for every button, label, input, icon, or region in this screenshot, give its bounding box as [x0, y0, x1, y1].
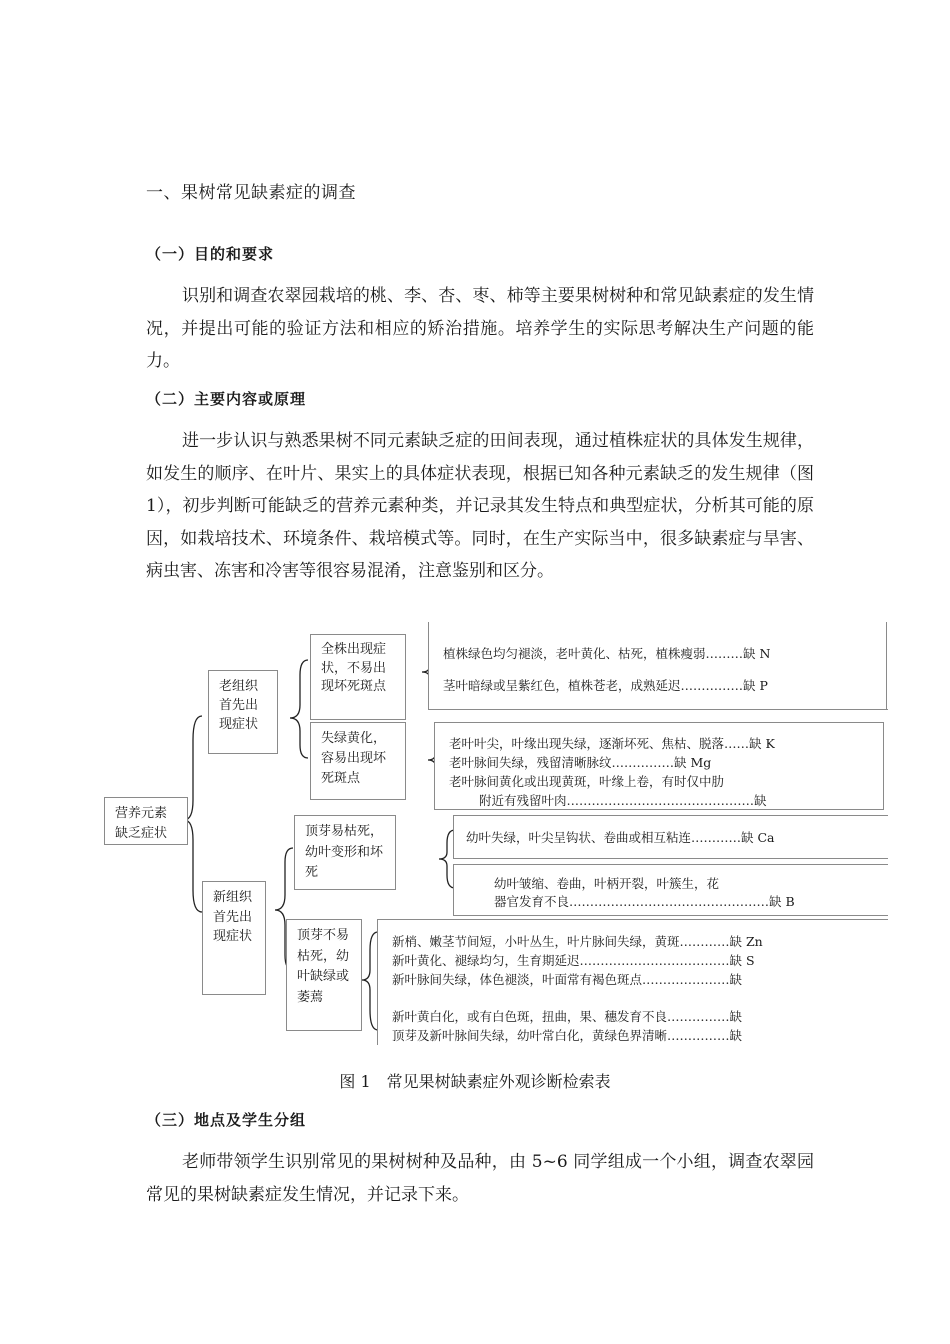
new-a-leaves-top	[453, 815, 888, 859]
old-a-leaves	[428, 622, 888, 710]
old-b-node	[310, 722, 406, 800]
old-a-right-border	[886, 622, 887, 710]
section-title-3: （三）地点及学生分组	[146, 1111, 307, 1129]
leaf-zn: 新梢、嫩茎节间短，小叶丛生，叶片脉间失绿，黄斑…………缺 Zn	[392, 934, 763, 949]
section-paragraph-1: 识别和调查农翠园栽培的桃、李、杏、枣、柿等主要果树树种和常见缺素症的发生情况，并提出可能的验证方法和相应的矫治措施。培养学生的实际思考解决生产问题的能力。	[146, 286, 814, 371]
leaf-p: 茎叶暗绿或呈紫红色，植株苍老，成熟延迟……………缺 P	[443, 678, 768, 693]
leaf-x2: 新叶脉间失绿，体色褪淡，叶面常有褐色斑点…………………缺	[392, 972, 743, 987]
new-b-brace	[362, 932, 378, 1030]
old-b-label: 失绿黄化，容易出现坏死斑点	[321, 731, 387, 786]
new-a-node	[294, 815, 396, 890]
old-a-node	[310, 634, 406, 720]
leaf-b2: 器官发育不良…………………………………………缺 B	[494, 894, 795, 909]
new-tissue-node	[202, 881, 266, 995]
new-b-leaves	[377, 919, 888, 1045]
figure-caption: 图 1 常见果树缺素症外观诊断检索表	[339, 1072, 611, 1091]
new-a-leaves-bottom	[453, 864, 888, 916]
section-title-1: （一）目的和要求	[146, 245, 275, 263]
old-tissue-label: 老组织首先出现症状	[219, 679, 259, 732]
leaf-k: 老叶叶尖，叶缘出现失绿，逐渐坏死、焦枯、脱落……缺 K	[449, 736, 775, 751]
old-b-leaves	[434, 722, 884, 810]
root-label: 营养元素缺乏症状	[115, 806, 168, 841]
leaf-x1b: 附近有残留叶肉………………………………………缺	[479, 793, 767, 808]
page-heading: 一、果树常见缺素症的调查	[146, 183, 356, 203]
leaf-n: 植株绿色均匀褪淡，老叶黄化、枯死，植株瘦弱………缺 N	[443, 646, 771, 661]
leaf-x4: 顶芽及新叶脉间失绿，幼叶常白化，黄绿色界清晰……………缺	[392, 1028, 743, 1043]
new-tissue-label: 新组织首先出现症状	[213, 890, 253, 944]
root-node	[104, 797, 188, 845]
new-a-label: 顶芽易枯死，幼叶变形和坏死	[305, 824, 384, 880]
new-b-label: 顶芽不易枯死，幼叶缺绿或萎蔫	[297, 928, 350, 1005]
old-a-label: 全株出现症状，不易出现坏死斑点	[321, 642, 387, 694]
leaf-ca: 幼叶失绿，叶尖呈钩状、卷曲或相互粘连…………缺 Ca	[466, 830, 775, 845]
section-paragraph-3: 老师带领学生识别常见的果树树种及品种，由 5~6 同学组成一个小组，调查农翠园常见的果树缺素症发生情况，并记录下来。	[146, 1152, 814, 1205]
section-paragraph-2: 进一步认识与熟悉果树不同元素缺乏症的田间表现，通过植株症状的具体发生规律，如发生的顺序、在叶片、果实上的具体症状表现，根据已知各种元素缺乏的发生规律（图 1），初步判断可能缺乏的营养元素种类，并记录其发生特点和典型症状，分析其可能的原因，如栽培技术、环境条件、栽培模式等。同时，在生产实际当中，很多缺素症与旱害、病虫害、冻害和冷害等很容易混淆，注意鉴别和区分。	[146, 431, 814, 581]
old-tissue-node	[208, 670, 278, 754]
section-title-2: （二）主要内容或原理	[146, 390, 307, 408]
old-tissue-brace	[290, 660, 308, 758]
leaf-mg: 老叶脉间失绿，残留清晰脉纹……………缺 Mg	[449, 755, 712, 770]
leaf-b1: 幼叶皱缩、卷曲，叶柄开裂，叶簇生，花	[494, 876, 720, 891]
new-b-node	[286, 919, 362, 1031]
leaf-x3: 新叶黄白化，或有白色斑，扭曲，果、穗发育不良……………缺	[392, 1009, 743, 1024]
leaf-x1a: 老叶脉间黄化或出现黄斑，叶缘上卷，有时仅中肋	[449, 774, 725, 789]
leaf-s: 新叶黄化、褪绿均匀，生育期延迟………………………………缺 S	[392, 953, 755, 968]
